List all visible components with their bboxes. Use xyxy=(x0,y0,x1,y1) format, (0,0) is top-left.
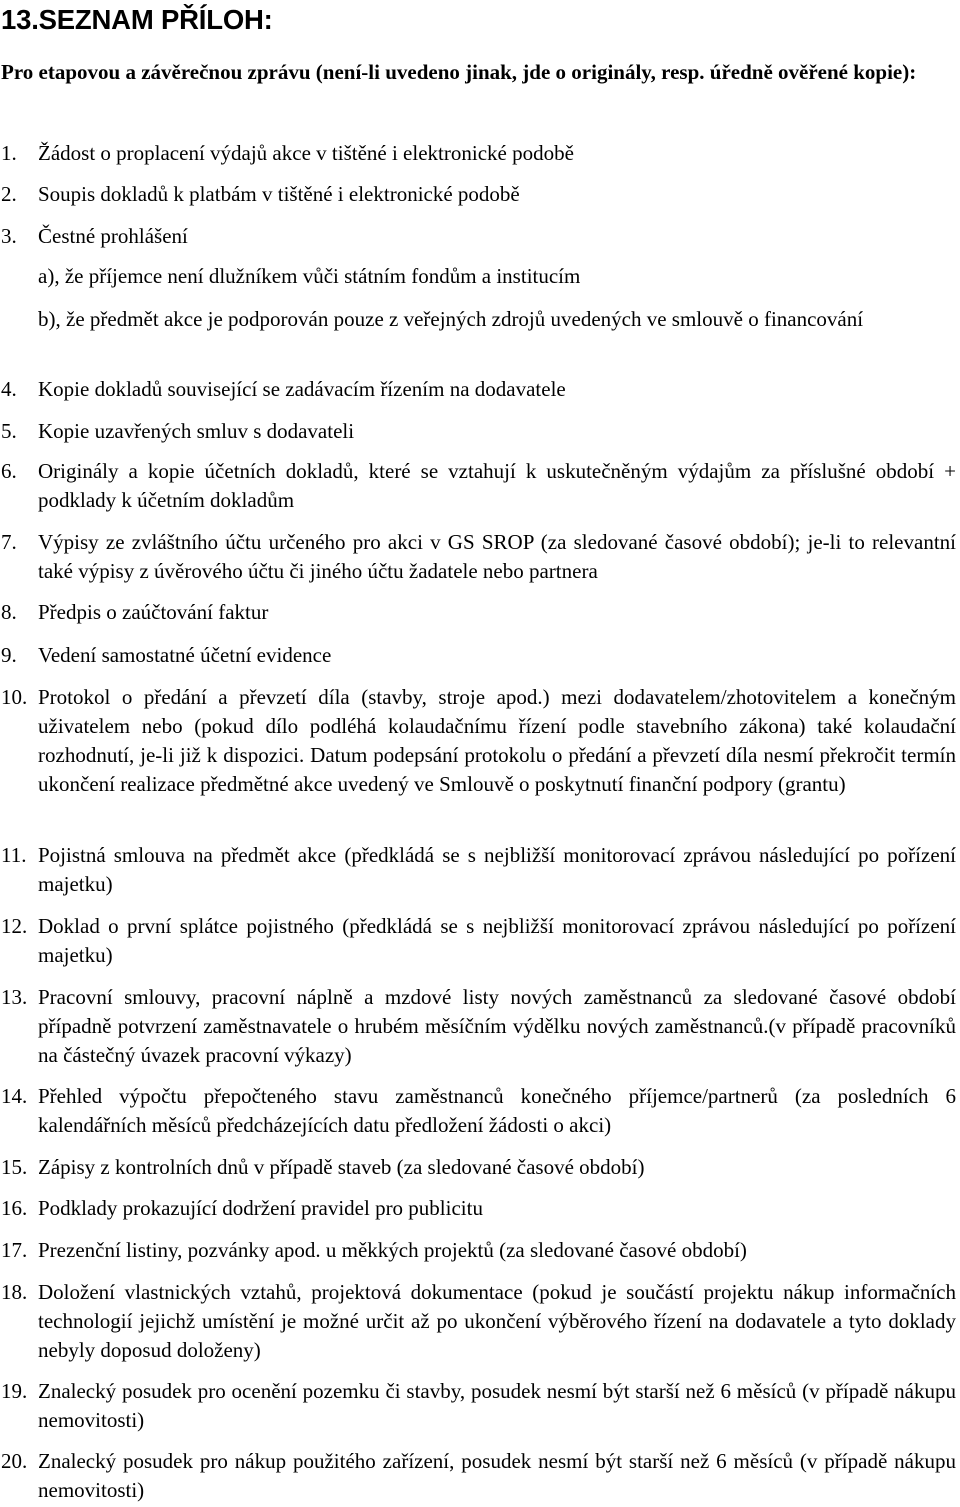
item-number: 14. xyxy=(1,1084,28,1108)
item-text: Pojistná smlouva na předmět akce (předkládá se s nejbližší monitorovací zprávou následující po pořízení majetku) xyxy=(38,843,956,896)
list-item-6 xyxy=(1,457,956,515)
item-number: 8. xyxy=(1,600,17,624)
list-item-2 xyxy=(1,180,956,209)
item-number: 5. xyxy=(1,419,17,443)
item-number: 20. xyxy=(1,1449,28,1473)
item-number: 1. xyxy=(1,141,17,165)
item-number: 11. xyxy=(1,843,27,867)
list-item-9 xyxy=(1,641,956,670)
item-number: 2. xyxy=(1,182,17,206)
item-number: 6. xyxy=(1,459,17,483)
list-item-13 xyxy=(1,983,956,1070)
item-number: 17. xyxy=(1,1238,28,1262)
list-subitem-b xyxy=(38,305,956,334)
item-text: Znalecký posudek pro ocenění pozemku či stavby, posudek nesmí být starší než 6 měsíců (v případě nákupu nemovitosti) xyxy=(38,1379,956,1432)
item-number: 13. xyxy=(1,985,28,1009)
list-item-18 xyxy=(1,1278,956,1365)
list-item-14 xyxy=(1,1082,956,1140)
item-text: Podklady prokazující dodržení pravidel pro publicitu xyxy=(38,1196,483,1220)
list-item-1 xyxy=(1,139,956,168)
item-text: Pracovní smlouvy, pracovní náplně a mzdové listy nových zaměstnanců za sledované časové období případně potvrzení zaměstnavatele o hrubém měsíčním výdělku nových zaměstnanců.(v případě pracovníků na částečný úvazek pracovní výkazy) xyxy=(38,985,956,1067)
item-number: 15. xyxy=(1,1155,28,1179)
item-text: Doklad o první splátce pojistného (předkládá se s nejbližší monitorovací zprávou následující po pořízení majetku) xyxy=(38,914,956,967)
list-item-5 xyxy=(1,417,956,446)
item-text: Přehled výpočtu přepočteného stavu zaměstnanců konečného příjemce/partnerů (za posledních 6 kalendářních měsíců předcházejících datu předložení žádosti o akci) xyxy=(38,1084,956,1137)
item-text: Žádost o proplacení výdajů akce v tištěné i elektronické podobě xyxy=(38,141,574,165)
item-number: 3. xyxy=(1,224,17,248)
item-text: Originály a kopie účetních dokladů, které se vztahují k uskutečněným výdajům za příslušné období + podklady k účetním dokladům xyxy=(38,459,956,512)
list-item-3 xyxy=(1,222,956,251)
item-number: 9. xyxy=(1,643,17,667)
list-item-16 xyxy=(1,1194,956,1223)
item-number: 10. xyxy=(1,685,28,709)
page-heading: 13.SEZNAM PŘÍLOH: xyxy=(1,4,273,35)
item-text: Doložení vlastnických vztahů, projektová dokumentace (pokud je součástí projektu nákup informačních technologií jejichž umístění je možné určit až po ukončení výběrového řízení na dodavatele a tyto doklady nebyly doposud doloženy) xyxy=(38,1280,956,1362)
list-item-4 xyxy=(1,375,956,404)
list-item-11 xyxy=(1,841,956,899)
item-text: Prezenční listiny, pozvánky apod. u měkkých projektů (za sledované časové období) xyxy=(38,1238,747,1262)
intro-paragraph: Pro etapovou a závěrečnou zprávu (není-li uvedeno jinak, jde o originály, resp. úředně ověřené kopie): xyxy=(1,60,917,84)
list-item-7 xyxy=(1,528,956,586)
list-item-10 xyxy=(1,683,956,799)
item-text: b), že předmět akce je podporován pouze z veřejných zdrojů uvedených ve smlouvě o financování xyxy=(38,307,864,331)
list-item-12 xyxy=(1,912,956,970)
list-item-15 xyxy=(1,1153,956,1182)
item-number: 12. xyxy=(1,914,28,938)
item-text: a), že příjemce není dlužníkem vůči státním fondům a institucím xyxy=(38,264,581,288)
item-text: Čestné prohlášení xyxy=(38,224,188,248)
list-subitem-a xyxy=(38,262,956,291)
item-text: Kopie uzavřených smluv s dodavateli xyxy=(38,419,355,443)
item-number: 16. xyxy=(1,1196,28,1220)
list-item-20 xyxy=(1,1447,956,1505)
item-text: Protokol o předání a převzetí díla (stavby, stroje apod.) mezi dodavatelem/zhotovitelem a konečným uživatelem nebo (pokud dílo podléhá kolaudačnímu řízení podle stavebního zákona) také kolaudační rozhodnutí, je-li již k dispozici. Datum podepsání protokolu o předání a převzetí díla nesmí překročit termín ukončení realizace předmětné akce uvedený ve Smlouvě o poskytnutí finanční podpory (grantu) xyxy=(38,685,956,796)
item-text: Předpis o zaúčtování faktur xyxy=(38,600,269,624)
item-number: 19. xyxy=(1,1379,28,1403)
item-number: 7. xyxy=(1,530,17,554)
item-text: Soupis dokladů k platbám v tištěné i elektronické podobě xyxy=(38,182,520,206)
item-number: 4. xyxy=(1,377,17,401)
item-text: Zápisy z kontrolních dnů v případě staveb (za sledované časové období) xyxy=(38,1155,645,1179)
item-number: 18. xyxy=(1,1280,28,1304)
item-text: Vedení samostatné účetní evidence xyxy=(38,643,332,667)
item-text: Znalecký posudek pro nákup použitého zařízení, posudek nesmí být starší než 6 měsíců (v případě nákupu nemovitosti) xyxy=(38,1449,956,1502)
list-item-17 xyxy=(1,1236,956,1265)
item-text: Kopie dokladů související se zadávacím řízením na dodavatele xyxy=(38,377,566,401)
item-text: Výpisy ze zvláštního účtu určeného pro akci v GS SROP (za sledované časové období); je-li to relevantní také výpisy z úvěrového účtu či jiného účtu žadatele nebo partnera xyxy=(38,530,956,583)
list-item-19 xyxy=(1,1377,956,1435)
list-item-8 xyxy=(1,598,956,627)
